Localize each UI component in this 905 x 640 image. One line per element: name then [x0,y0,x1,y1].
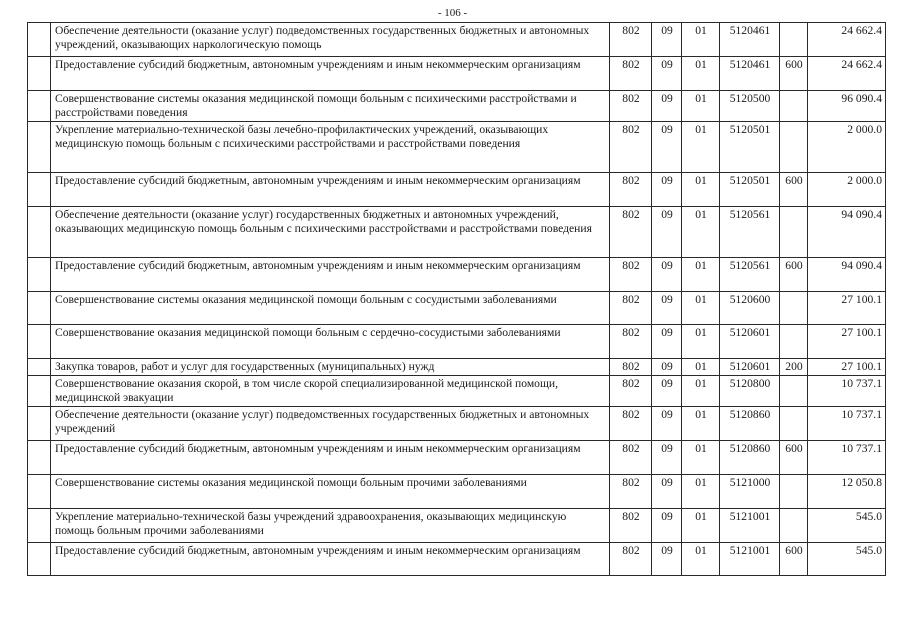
ministry-code-cell: 802 [610,441,652,475]
target-article-cell: 5120860 [720,407,780,441]
table-row [28,325,886,359]
expense-type-cell [780,23,808,57]
subsection-code-cell: 01 [682,258,720,292]
target-article-cell: 5120500 [720,91,780,122]
amount-cell: 2 000.0 [808,122,886,173]
expense-type-cell: 200 [780,359,808,376]
ministry-code-cell: 802 [610,376,652,407]
table-row [28,57,886,91]
table-row [28,543,886,576]
section-code-cell: 09 [652,57,682,91]
expense-type-cell [780,509,808,543]
subsection-code-cell: 01 [682,292,720,325]
section-code-cell: 09 [652,475,682,509]
table-row [28,258,886,292]
section-code-cell: 09 [652,292,682,325]
expense-name-cell: Предоставление субсидий бюджетным, автономным учреждениям и иным некоммерческим организациям [51,173,610,207]
ministry-code-cell: 802 [610,509,652,543]
expense-type-cell [780,122,808,173]
table-row [28,441,886,475]
row-number-cell [28,23,51,57]
section-code-cell: 09 [652,91,682,122]
section-code-cell: 09 [652,376,682,407]
row-number-cell [28,509,51,543]
expense-name-cell: Совершенствование системы оказания медицинской помощи больным с психическими расстройствами и расстройствами поведения [51,91,610,122]
budget-table [27,22,886,576]
row-number-cell [28,57,51,91]
section-code-cell: 09 [652,543,682,576]
section-code-cell: 09 [652,441,682,475]
expense-name-cell: Совершенствование системы оказания медицинской помощи больным прочими заболеваниями [51,475,610,509]
amount-cell: 94 090.4 [808,258,886,292]
section-code-cell: 09 [652,509,682,543]
expense-type-cell [780,407,808,441]
subsection-code-cell: 01 [682,207,720,258]
subsection-code-cell: 01 [682,122,720,173]
expense-name-cell: Предоставление субсидий бюджетным, автономным учреждениям и иным некоммерческим организациям [51,543,610,576]
ministry-code-cell: 802 [610,23,652,57]
ministry-code-cell: 802 [610,543,652,576]
ministry-code-cell: 802 [610,359,652,376]
amount-cell: 545.0 [808,543,886,576]
amount-cell: 10 737.1 [808,407,886,441]
target-article-cell: 5120461 [720,23,780,57]
table-row [28,376,886,407]
table-row [28,509,886,543]
target-article-cell: 5121001 [720,543,780,576]
row-number-cell [28,258,51,292]
row-number-cell [28,207,51,258]
expense-type-cell [780,207,808,258]
row-number-cell [28,407,51,441]
subsection-code-cell: 01 [682,376,720,407]
table-row [28,407,886,441]
ministry-code-cell: 802 [610,207,652,258]
expense-name-cell: Обеспечение деятельности (оказание услуг) подведомственных государственных бюджетных и автономных учреждений [51,407,610,441]
expense-name-cell: Совершенствование системы оказания медицинской помощи больным с сосудистыми заболеваниями [51,292,610,325]
target-article-cell: 5120800 [720,376,780,407]
amount-cell: 10 737.1 [808,376,886,407]
expense-name-cell: Предоставление субсидий бюджетным, автономным учреждениям и иным некоммерческим организациям [51,441,610,475]
subsection-code-cell: 01 [682,543,720,576]
target-article-cell: 5120561 [720,258,780,292]
target-article-cell: 5121000 [720,475,780,509]
amount-cell: 94 090.4 [808,207,886,258]
expense-type-cell [780,376,808,407]
expense-type-cell [780,292,808,325]
expense-name-cell: Совершенствование оказания медицинской помощи больным с сердечно-сосудистыми заболеваниями [51,325,610,359]
expense-type-cell [780,325,808,359]
target-article-cell: 5121001 [720,509,780,543]
target-article-cell: 5120601 [720,325,780,359]
expense-type-cell: 600 [780,173,808,207]
amount-cell: 545.0 [808,509,886,543]
target-article-cell: 5120600 [720,292,780,325]
row-number-cell [28,359,51,376]
ministry-code-cell: 802 [610,325,652,359]
table-row [28,207,886,258]
amount-cell: 96 090.4 [808,91,886,122]
row-number-cell [28,122,51,173]
row-number-cell [28,376,51,407]
section-code-cell: 09 [652,207,682,258]
subsection-code-cell: 01 [682,325,720,359]
expense-name-cell: Предоставление субсидий бюджетным, автономным учреждениям и иным некоммерческим организациям [51,258,610,292]
row-number-cell [28,475,51,509]
ministry-code-cell: 802 [610,91,652,122]
ministry-code-cell: 802 [610,258,652,292]
amount-cell: 27 100.1 [808,359,886,376]
subsection-code-cell: 01 [682,173,720,207]
table-row [28,173,886,207]
expense-name-cell: Укрепление материально-технической базы лечебно-профилактических учреждений, оказывающих медицинскую помощь больным с психическими расстройствами и расстройствами поведения [51,122,610,173]
target-article-cell: 5120461 [720,57,780,91]
amount-cell: 2 000.0 [808,173,886,207]
section-code-cell: 09 [652,359,682,376]
subsection-code-cell: 01 [682,441,720,475]
table-row [28,122,886,173]
section-code-cell: 09 [652,325,682,359]
ministry-code-cell: 802 [610,57,652,91]
section-code-cell: 09 [652,173,682,207]
target-article-cell: 5120601 [720,359,780,376]
page-number: - 106 - [437,7,468,19]
amount-cell: 27 100.1 [808,325,886,359]
section-code-cell: 09 [652,407,682,441]
subsection-code-cell: 01 [682,57,720,91]
target-article-cell: 5120501 [720,173,780,207]
subsection-code-cell: 01 [682,23,720,57]
section-code-cell: 09 [652,23,682,57]
table-row [28,359,886,376]
expense-name-cell: Обеспечение деятельности (оказание услуг) государственных бюджетных и автономных учреждений, оказывающих медицинскую помощь больным с психическими расстройствами и расстройствами поведения [51,207,610,258]
row-number-cell [28,543,51,576]
expense-name-cell: Закупка товаров, работ и услуг для государственных (муниципальных) нужд [51,359,610,376]
table-row [28,23,886,57]
subsection-code-cell: 01 [682,407,720,441]
expense-type-cell: 600 [780,57,808,91]
target-article-cell: 5120561 [720,207,780,258]
table-row [28,292,886,325]
section-code-cell: 09 [652,258,682,292]
subsection-code-cell: 01 [682,475,720,509]
target-article-cell: 5120501 [720,122,780,173]
row-number-cell [28,173,51,207]
table-row [28,475,886,509]
target-article-cell: 5120860 [720,441,780,475]
amount-cell: 12 050.8 [808,475,886,509]
ministry-code-cell: 802 [610,475,652,509]
row-number-cell [28,292,51,325]
expense-type-cell: 600 [780,258,808,292]
row-number-cell [28,91,51,122]
amount-cell: 27 100.1 [808,292,886,325]
row-number-cell [28,325,51,359]
ministry-code-cell: 802 [610,122,652,173]
expense-name-cell: Совершенствование оказания скорой, в том числе скорой специализированной медицинской помощи, медицинской эвакуации [51,376,610,407]
subsection-code-cell: 01 [682,509,720,543]
subsection-code-cell: 01 [682,91,720,122]
expense-name-cell: Укрепление материально-технической базы учреждений здравоохранения, оказывающих медицинскую помощь больным прочими заболеваниями [51,509,610,543]
section-code-cell: 09 [652,122,682,173]
expense-type-cell: 600 [780,441,808,475]
expense-type-cell [780,475,808,509]
table-row [28,91,886,122]
ministry-code-cell: 802 [610,407,652,441]
ministry-code-cell: 802 [610,173,652,207]
subsection-code-cell: 01 [682,359,720,376]
expense-name-cell: Обеспечение деятельности (оказание услуг) подведомственных государственных бюджетных и автономных учреждений, оказывающих наркологическую помощь [51,23,610,57]
ministry-code-cell: 802 [610,292,652,325]
amount-cell: 24 662.4 [808,23,886,57]
amount-cell: 24 662.4 [808,57,886,91]
expense-type-cell [780,91,808,122]
amount-cell: 10 737.1 [808,441,886,475]
row-number-cell [28,441,51,475]
expense-type-cell: 600 [780,543,808,576]
expense-name-cell: Предоставление субсидий бюджетным, автономным учреждениям и иным некоммерческим организациям [51,57,610,91]
